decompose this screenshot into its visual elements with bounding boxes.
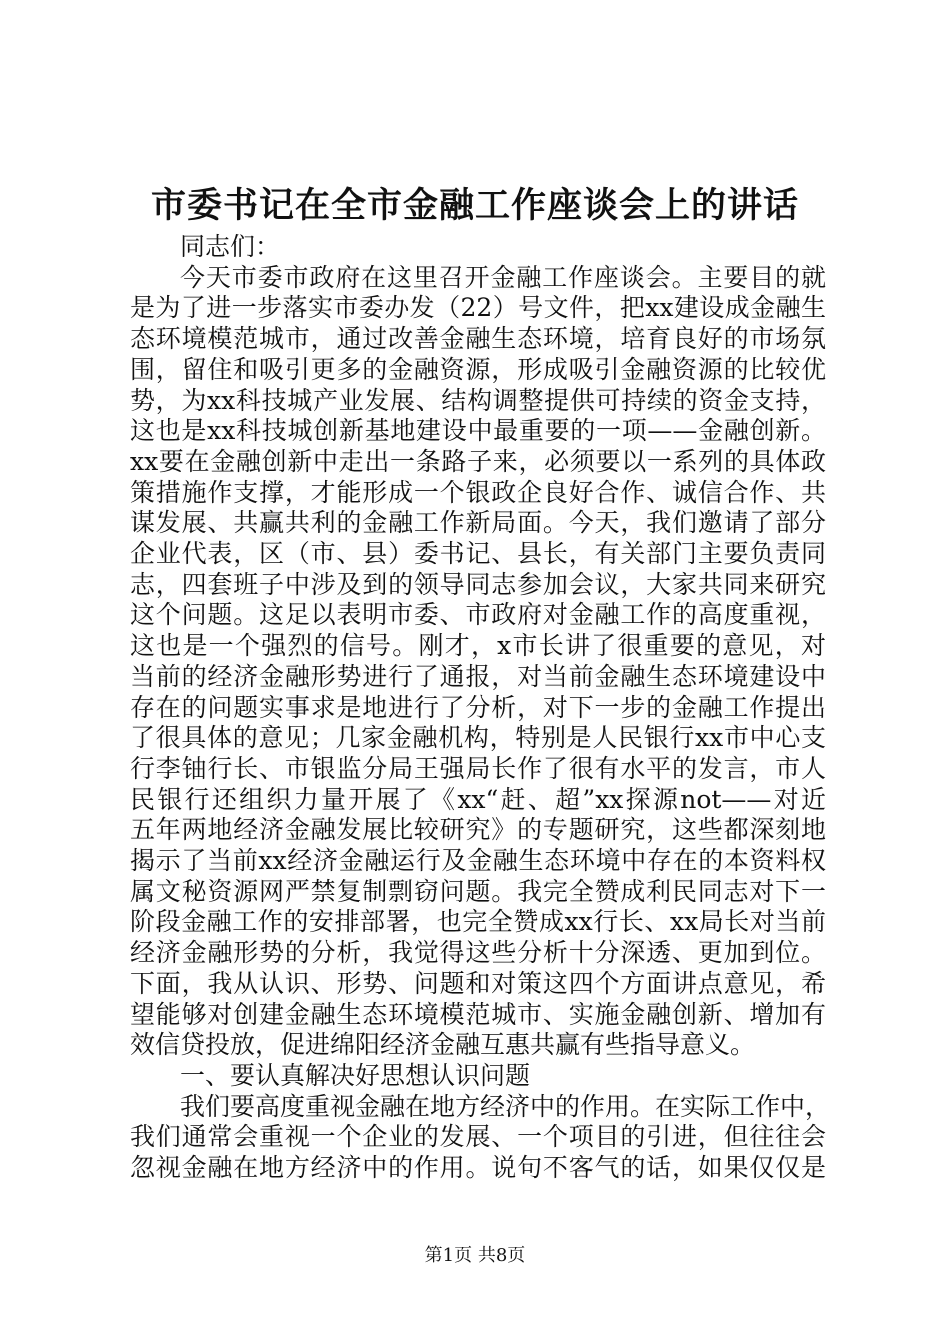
paragraph-line: 谋发展、共赢共利的金融工作新局面。今天，我们邀请了部分 — [130, 508, 826, 538]
paragraph-line: 下面，我从认识、形势、问题和对策这四个方面讲点意见，希 — [130, 968, 826, 998]
paragraph-line: xx要在金融创新中走出一条路子来，必须要以一系列的具体政 — [130, 446, 826, 476]
paragraph-line: 我们要高度重视金融在地方经济中的作用。在实际工作中， — [180, 1091, 831, 1121]
paragraph-line: 态环境模范城市，通过改善金融生态环境，培育良好的市场氛 — [130, 324, 826, 354]
paragraph-line: 阶段金融工作的安排部署，也完全赞成xx行长、xx局长对当前 — [130, 907, 826, 937]
paragraph-line: 势，为xx科技城产业发展、结构调整提供可持续的资金支持， — [130, 385, 826, 415]
paragraph-line: 这也是xx科技城创新基地建设中最重要的一项——金融创新。 — [130, 416, 826, 446]
paragraph-line: 当前的经济金融形势进行了通报，对当前金融生态环境建设中 — [130, 661, 826, 691]
paragraph-line: 我们通常会重视一个企业的发展、一个项目的引进，但往往会 — [130, 1122, 826, 1152]
greeting: 同志们： — [180, 232, 281, 261]
paragraph-line: 企业代表，区（市、县）委书记、县长，有关部门主要负责同 — [130, 539, 826, 569]
paragraph-line: 围，留住和吸引更多的金融资源，形成吸引金融资源的比较优 — [130, 354, 826, 384]
paragraph-line: 效信贷投放，促进绵阳经济金融互惠共赢有些指导意义。 — [130, 1030, 756, 1060]
paragraph-line: 五年两地经济金融发展比较研究》的专题研究，这些都深刻地 — [130, 815, 826, 845]
paragraph-1 — [130, 263, 826, 1061]
page-title: 市委书记在全市金融工作座谈会上的讲话 — [150, 185, 799, 226]
paragraph-line: 揭示了当前xx经济金融运行及金融生态环境中存在的本资料权 — [130, 846, 826, 876]
paragraph-line: 望能够对创建金融生态环境模范城市、实施金融创新、增加有 — [130, 999, 826, 1029]
paragraph-line: 忽视金融在地方经济中的作用。说句不客气的话，如果仅仅是 — [130, 1153, 826, 1183]
page-indicator: 第1页 共8页 — [424, 1245, 526, 1266]
paragraph-line: 民银行还组织力量开展了《xx“赶、超”xx探源not——对近 — [130, 784, 826, 814]
paragraph-line: 这个问题。这足以表明市委、市政府对金融工作的高度重视， — [130, 600, 826, 630]
paragraph-line: 这也是一个强烈的信号。刚才，x市长讲了很重要的意见，对 — [130, 631, 826, 661]
paragraph-line: 策措施作支撑，才能形成一个银政企良好合作、诚信合作、共 — [130, 477, 826, 507]
paragraph-line: 行李铀行长、市银监分局王强局长作了很有水平的发言，市人 — [130, 753, 826, 783]
document-body — [130, 232, 831, 1184]
section-heading: 一、要认真解决好思想认识问题 — [180, 1060, 531, 1090]
paragraph-line: 今天市委市政府在这里召开金融工作座谈会。主要目的就 — [180, 262, 826, 292]
paragraph-line: 属文秘资源网严禁复制剽窃问题。我完全赞成利民同志对下一 — [130, 876, 826, 906]
paragraph-line: 经济金融形势的分析，我觉得这些分析十分深透、更加到位。 — [130, 938, 826, 968]
paragraph-line: 存在的问题实事求是地进行了分析，对下一步的金融工作提出 — [130, 692, 826, 722]
paragraph-line: 志，四套班子中涉及到的领导同志参加会议，大家共同来研究 — [130, 569, 826, 599]
paragraph-line: 了很具体的意见；几家金融机构，特别是人民银行xx市中心支 — [130, 723, 826, 753]
paragraph-line: 是为了进一步落实市委办发（22）号文件，把xx建设成金融生 — [130, 293, 826, 323]
paragraph-2 — [130, 1091, 831, 1184]
